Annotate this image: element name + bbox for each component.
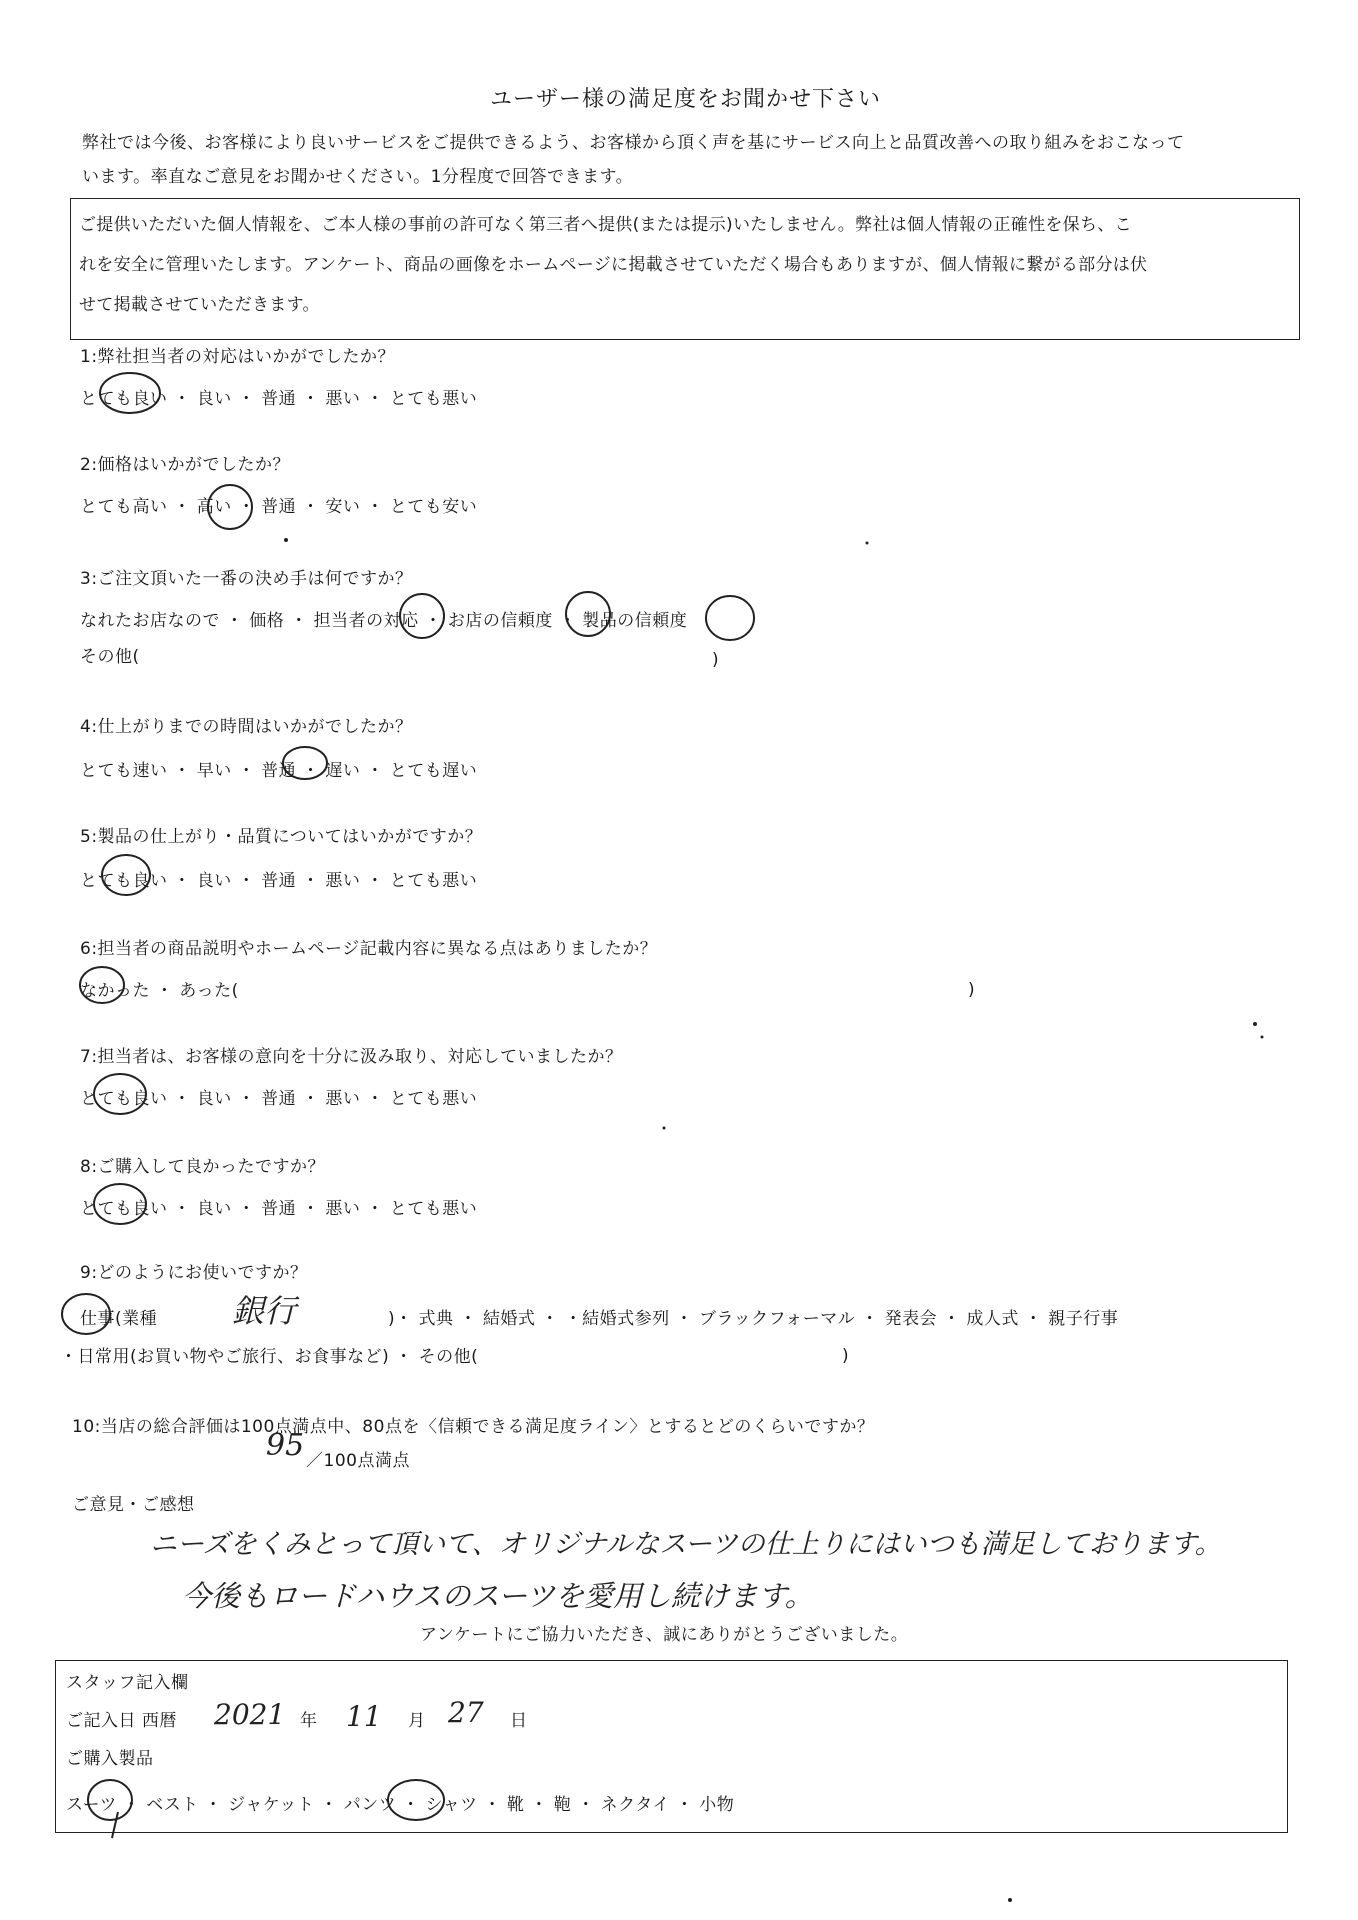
question-10: 10:当店の総合評価は100点満点中、80点を〈信頼できる満足度ライン〉とするとどのくらいですか？ <box>72 1417 875 1437</box>
comments-line-1: ニーズをくみとって頂いて、オリジナルなスーツの仕上りにはいつも満足しております。 <box>150 1529 1222 1560</box>
privacy-line-2: れを安全に管理いたします。アンケート、商品の画像をホームページに掲載させていただく場合もありますが、個人情報に繋がる部分は伏 <box>79 255 1148 275</box>
question-2-options: とても高い ・ 高い ・ 普通 ・ 安い ・ とても安い <box>80 497 478 517</box>
privacy-line-1: ご提供いただいた個人情報を、ご本人様の事前の許可なく第三者へ提供(または提示)いたしません。弊社は個人情報の正確性を保ち、こ <box>79 215 1132 235</box>
stray-mark <box>1253 1022 1257 1026</box>
staff-date-day: 27 <box>448 1696 484 1729</box>
staff-products-options: スーツ ・ ベスト ・ ジャケット ・ パンツ ・ シャツ ・ 靴 ・ 鞄 ・ ネクタイ ・ 小物 <box>66 1795 735 1815</box>
question-9-handwritten-industry: 銀行 <box>232 1292 297 1330</box>
question-10-score-suffix: ／100点満点 <box>306 1451 410 1471</box>
question-8-options: とても良い ・ 良い ・ 普通 ・ 悪い ・ とても悪い <box>80 1199 478 1219</box>
stray-mark <box>284 538 288 542</box>
intro-text <box>82 126 1185 194</box>
staff-date-year: 2021 <box>214 1698 286 1731</box>
question-5: 5:製品の仕上がり・品質についてはいかがですか？ <box>80 827 483 847</box>
question-3-other-close: ) <box>712 650 720 670</box>
staff-products-label: ご購入製品 <box>66 1749 154 1769</box>
privacy-line-3: せて掲載させていただきます。 <box>79 295 320 315</box>
staff-label: スタッフ記入欄 <box>66 1673 189 1693</box>
question-3: 3:ご注文頂いた一番の決め手は何ですか？ <box>80 569 413 589</box>
stray-mark <box>1008 1898 1012 1902</box>
comments-label: ご意見・ご感想 <box>72 1495 195 1515</box>
staff-date-month: 11 <box>346 1700 382 1733</box>
thanks-message: アンケートにご協力いただき、誠にありがとうございました。 <box>420 1625 909 1645</box>
question-4: 4:仕上がりまでの時間はいかがでしたか？ <box>80 717 413 737</box>
question-9-options-rest: )・ 式典 ・ 結婚式 ・ ・結婚式参列 ・ ブラックフォーマル ・ 発表会 ・ 成人式 ・ 親子行事 <box>388 1309 1119 1329</box>
staff-date-year-unit: 年 <box>300 1711 318 1731</box>
page-title: ユーザー様の満足度をお聞かせ下さい <box>490 87 882 112</box>
question-7-options: とても良い ・ 良い ・ 普通 ・ 悪い ・ とても悪い <box>80 1089 478 1109</box>
question-9-options-work: 仕事(業種 <box>80 1309 158 1329</box>
question-4-options: とても速い ・ 早い ・ 普通 ・ 遅い ・ とても遅い <box>80 761 478 781</box>
question-5-options: とても良い ・ 良い ・ 普通 ・ 悪い ・ とても悪い <box>80 871 478 891</box>
question-10-score: 95 <box>266 1428 305 1463</box>
stray-mark <box>866 542 869 545</box>
question-8: 8:ご購入して良かったですか？ <box>80 1157 326 1177</box>
q3-selection-circle-product <box>706 596 754 640</box>
question-6-options: なかった ・ あった( <box>80 981 239 1001</box>
question-6: 6:担当者の商品説明やホームページ記載内容に異なる点はありましたか？ <box>80 939 658 959</box>
privacy-notice-box <box>70 198 1300 340</box>
question-3-options: なれたお店なので ・ 価格 ・ 担当者の対応 ・ お店の信頼度 ・ 製品の信頼度 <box>80 611 688 631</box>
question-6-close: ) <box>968 980 976 1000</box>
question-3-other-label: その他( <box>80 647 140 667</box>
staff-date-day-unit: 日 <box>510 1711 528 1731</box>
question-9: 9:どのようにお使いですか？ <box>80 1263 308 1283</box>
question-7: 7:担当者は、お客様の意向を十分に汲み取り、対応していましたか？ <box>80 1047 623 1067</box>
question-9-options-daily: ・日常用(お買い物やご旅行、お食事など) ・ その他( <box>60 1347 479 1367</box>
staff-date-month-unit: 月 <box>408 1711 426 1731</box>
question-2: 2:価格はいかがでしたか？ <box>80 455 291 475</box>
intro-line-2: います。率直なご意見をお聞かせください。1分程度で回答できます。 <box>82 167 634 187</box>
comments-line-2: 今後もロードハウスのスーツを愛用し続けます。 <box>182 1579 814 1613</box>
stray-mark <box>663 1127 666 1130</box>
intro-line-1: 弊社では今後、お客様により良いサービスをご提供できるよう、お客様から頂く声を基にサービス向上と品質改善への取り組みをおこなって <box>82 133 1185 153</box>
stray-mark <box>1261 1036 1264 1039</box>
question-1-options: とても良い ・ 良い ・ 普通 ・ 悪い ・ とても悪い <box>80 389 478 409</box>
question-9-other-close: ) <box>842 1346 850 1366</box>
staff-date-label: ご記入日 西暦 <box>66 1711 177 1731</box>
question-1: 1:弊社担当者の対応はいかがでしたか？ <box>80 347 396 367</box>
